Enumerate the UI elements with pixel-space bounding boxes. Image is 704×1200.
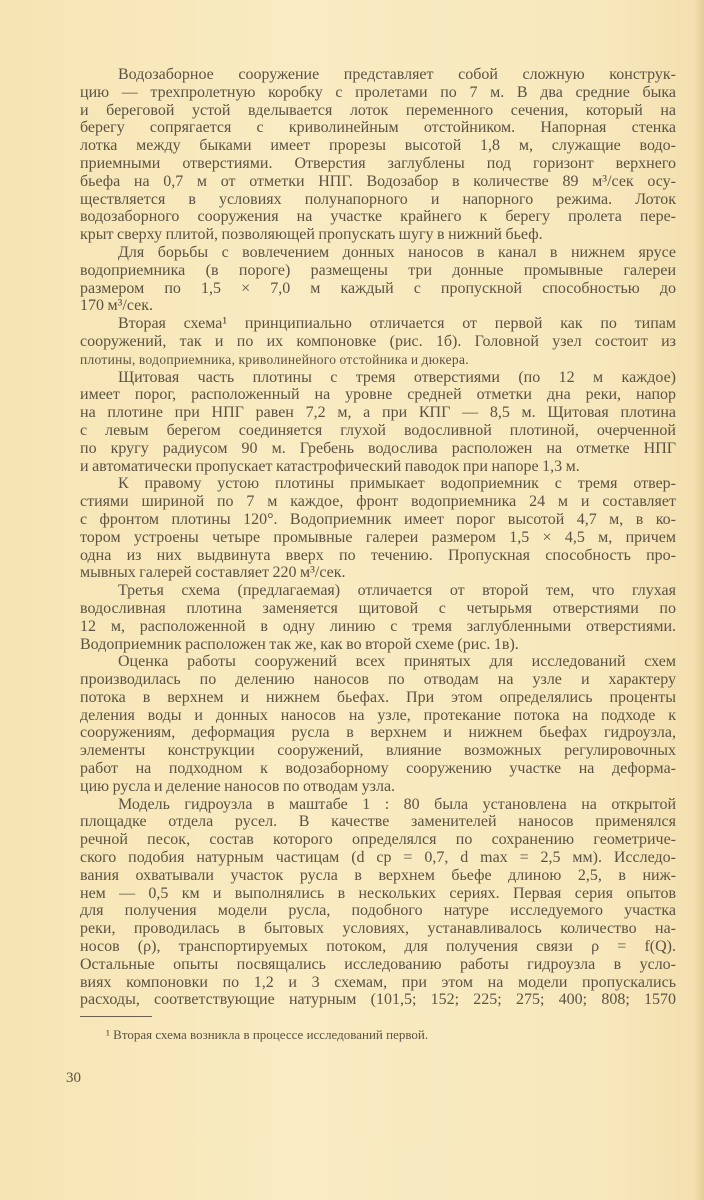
footnote-divider [80, 1016, 152, 1017]
text-line: вания охватывали участок русла в верхнем бьефе длиною 2,5, в ниж- [80, 866, 676, 884]
page-edge-shadow [694, 0, 704, 1200]
text-line: нем — 0,5 км и выполнялись в нескольких сериях. Первая серия опытов [80, 884, 676, 902]
text-line: деления воды и донных наносов на узле, протекание потока на подходе к [80, 706, 676, 724]
paragraph [80, 653, 676, 795]
text-line: лотка между быками имеет прорезы высотой 1,8 м, служащие водо- [80, 137, 676, 155]
text-line: производилась по делению наносов по отводам на узле и характеру [80, 671, 676, 689]
text-line: потока в верхнем и нижнем бьефах. При этом определялись проценты [80, 688, 676, 706]
text-line: площадке отдела русел. В качестве заменителей наносов применялся [80, 813, 676, 831]
text-line: цию русла и деление наносов по отводам узла. [80, 777, 396, 795]
text-line: водоприемника (в пороге) размещены три донные промывные галереи [80, 261, 676, 279]
text-line: Водозаборное сооружение представляет собой сложную конструк- [118, 66, 676, 83]
text-line: речной песок, состав которого определялся по сохранению геометриче- [80, 831, 676, 849]
text-line: берегу сопрягается с криволинейным отстойником. Напорная стенка [80, 119, 676, 137]
text-line: стиями шириной по 7 м каждое, фронт водоприемника 24 м и составляет [80, 493, 676, 511]
text-line: 12 м, расположенной в одну линию с тремя заглубленными отверстиями. [80, 617, 676, 635]
text-line: работ на подходном к водозаборному сооружению участке на деформа- [80, 760, 676, 778]
text-line: сооружениям, деформация русла в верхнем и нижнем бьефах гидроузла, [80, 724, 676, 742]
text-line: Щитовая часть плотины с тремя отверстиями (по 12 м каждое) [118, 368, 676, 386]
text-line: Третья схема (предлагаемая) отличается от второй тем, что глухая [118, 582, 676, 600]
paragraph [80, 244, 676, 315]
text-line: К правому устою плотины примыкает водоприемник с тремя отвер- [118, 475, 676, 493]
text-line: водосливная плотина заменяется щитовой с четырьмя отверстиями по [80, 599, 676, 617]
paragraph [80, 315, 676, 368]
text-line: одна из них выдвинута вверх по течению. Пропускная способность про- [80, 546, 676, 564]
text-line: и автоматически пропускает катастрофический паводок при напоре 1,3 м. [80, 457, 580, 475]
text-line: Модель гидроузла в маштабе 1 : 80 была установлена на открытой [118, 795, 676, 813]
text-line: для получения модели русла, подобного натуре исследуемого участка [80, 902, 676, 920]
text-line: Вторая схема¹ принципиально отличается от первой как по типам [118, 315, 676, 333]
text-line: тором устроены четыре промывные галереи размером 1,5 × 4,5 м, причем [80, 528, 676, 546]
text-line: 170 м³/сек. [80, 297, 154, 315]
text-line: носов (ρ), транспортируемых потоком, для получения связи ρ = f(Q). [80, 938, 676, 956]
text-line: реки, проводилась в бытовых условиях, устанавливалось количество на- [80, 920, 676, 938]
text-line: с фронтом плотины 120°. Водоприемник имеет порог высотой 4,7 м, в ко- [80, 510, 676, 528]
text-line: имеет порог, расположенный на уровне средней отметки дна реки, напор [80, 386, 676, 404]
text-line: мывных галерей составляет 220 м³/сек. [80, 564, 346, 582]
text-line: Для борьбы с вовлечением донных наносов в канал в нижнем ярусе [118, 243, 676, 261]
paragraph [80, 66, 676, 244]
footnote: ¹ Вторая схема возникла в процессе исследований первой. [106, 1027, 429, 1042]
text-line: ществляется в условиях полунапорного и напорного режима. Лоток [80, 190, 676, 208]
paragraph [80, 582, 676, 653]
body-text [80, 66, 676, 1009]
text-line: размером по 1,5 × 7,0 м каждый с пропускной способностью до [80, 279, 676, 297]
text-line: Остальные опыты посвящались исследованию работы гидроузла в усло- [80, 955, 676, 973]
text-line: элементы конструкции сооружений, влияние возможных регулировочных [80, 742, 676, 760]
text-line: на плотине при НПГ равен 7,2 м, а при КПГ — 8,5 м. Щитовая плотина [80, 404, 676, 422]
text-line: водозаборного сооружения на участке крайнего к берегу пролета пере- [80, 208, 676, 226]
text-line: по кругу радиусом 90 м. Гребень водослива расположен на отметке НПГ [80, 439, 676, 457]
text-line: ского подобия натурным частицам (d ср = 0,7, d max = 2,5 мм). Исследо- [80, 849, 676, 867]
text-line: и береговой устой вделывается лоток переменного сечения, который на [80, 101, 676, 119]
text-line: расходы, соответствующие натурным (101,5; 152; 225; 275; 400; 808; 1570 [80, 991, 676, 1009]
page-number: 30 [66, 1070, 81, 1086]
text-line: крыт сверху плитой, позволяющей пропускать шугу в нижний бьеф. [80, 226, 543, 244]
paragraph [80, 475, 676, 582]
text-line: Водоприемник расположен так же, как во второй схеме (рис. 1в). [80, 635, 519, 653]
paragraph [80, 369, 676, 476]
text-line: плотины, водоприемника, криволинейного отстойника и дюкера. [80, 351, 469, 367]
text-line: виях компоновки по 1,2 и 3 схемам, при этом на модели пропускались [80, 973, 676, 991]
text-line: приемными отверстиями. Отверстия заглублены под горизонт верхнего [80, 154, 676, 172]
text-line: сооружений, так и по их компоновке (рис. 1б). Головной узел состоит из [80, 332, 676, 350]
text-line: цию — трехпролетную коробку с пролетами по 7 м. В два средние быка [80, 83, 676, 101]
text-line: с левым берегом соединяется глухой водосливной плотиной, очерченной [80, 421, 676, 439]
text-line: бьефа на 0,7 м от отметки НПГ. Водозабор в количестве 89 м³/сек осу- [80, 172, 676, 190]
text-line: Оценка работы сооружений всех принятых для исследований схем [118, 653, 676, 671]
paragraph [80, 796, 676, 1010]
